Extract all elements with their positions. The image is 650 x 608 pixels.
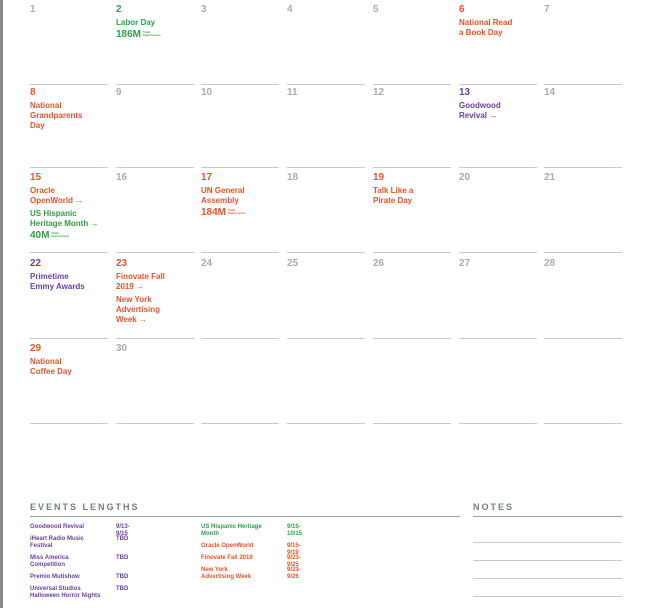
event-name: National Grandparents Day	[30, 101, 83, 130]
calendar-day-cell[interactable]	[459, 0, 537, 85]
calendar-day-cell[interactable]	[459, 339, 537, 424]
event-length-name: US Hispanic Heritage Month	[201, 524, 262, 537]
impressions-label: Total Impressions	[143, 30, 161, 37]
calendar-day-cell[interactable]	[459, 168, 537, 253]
calendar-day-cell[interactable]	[373, 0, 451, 85]
events-lengths-left-column	[30, 524, 130, 605]
day-number: 10	[201, 87, 213, 98]
calendar-day-cell[interactable]	[459, 254, 537, 339]
event-name: Primetime Emmy Awards	[30, 272, 85, 291]
day-number: 17	[201, 172, 213, 183]
event-name: US Hispanic Heritage Month →	[30, 209, 99, 228]
calendar-event[interactable]	[30, 272, 108, 292]
events-lengths-section	[30, 502, 460, 599]
impressions-label: Total Impressions	[51, 231, 70, 238]
event-length-name: Goodwood Revival	[30, 524, 85, 530]
calendar-day-cell[interactable]	[30, 0, 108, 85]
event-length-dates: 9/13-9/15	[116, 524, 130, 537]
day-number: 7	[544, 4, 550, 15]
event-length-row	[201, 567, 301, 581]
day-number: 21	[544, 172, 556, 183]
event-name: National Read a Book Day	[459, 18, 513, 37]
day-number: 2	[116, 4, 122, 15]
calendar-event[interactable]	[201, 186, 279, 218]
calendar-event[interactable]	[30, 357, 108, 377]
event-length-row	[201, 543, 301, 556]
impressions-label: Total Impressions	[228, 208, 246, 215]
event-name: National Coffee Day	[30, 357, 72, 376]
calendar-day-cell[interactable]	[287, 0, 365, 85]
day-number: 30	[116, 343, 128, 354]
calendar-event[interactable]	[30, 209, 108, 241]
event-length-dates: TBD	[116, 555, 129, 561]
notes-section	[473, 502, 622, 517]
impressions-stat	[30, 230, 108, 241]
calendar-week-row	[30, 168, 622, 253]
event-name: UN General Assembly	[201, 186, 245, 205]
calendar-day-cell[interactable]	[201, 83, 279, 168]
calendar-day-cell[interactable]	[287, 339, 365, 424]
day-number: 26	[373, 258, 385, 269]
day-number: 6	[459, 4, 465, 15]
day-number: 8	[30, 87, 36, 98]
note-line[interactable]	[473, 560, 622, 561]
calendar-day-cell[interactable]	[287, 168, 365, 253]
event-length-dates: TBD	[116, 586, 129, 592]
event-length-name: Finovate Fall 2019	[201, 555, 253, 561]
calendar-day-cell[interactable]	[116, 83, 194, 168]
event-length-row	[30, 555, 129, 569]
day-number: 24	[201, 258, 213, 269]
calendar-event[interactable]	[30, 101, 108, 131]
event-length-name: iHeart Radio Music Festival	[30, 536, 85, 549]
event-length-dates: 9/15-9/19	[287, 543, 301, 556]
day-number: 19	[373, 172, 385, 183]
calendar-day-cell[interactable]	[373, 339, 451, 424]
event-name: Labor Day	[116, 18, 156, 27]
impressions-value: 40M	[30, 230, 50, 241]
page-edge	[0, 0, 3, 608]
note-line[interactable]	[473, 578, 622, 579]
event-name: Oracle OpenWorld →	[30, 186, 84, 205]
calendar-event[interactable]	[116, 18, 194, 40]
note-line[interactable]	[473, 596, 622, 597]
calendar-week-row	[30, 254, 622, 339]
day-number: 29	[30, 343, 42, 354]
notes-heading: NOTES	[473, 502, 622, 517]
event-length-row	[30, 586, 129, 600]
calendar-day-cell[interactable]	[544, 83, 622, 168]
calendar-day-cell[interactable]	[459, 83, 537, 168]
calendar-event[interactable]	[30, 186, 108, 206]
calendar-day-cell[interactable]	[116, 339, 194, 424]
day-number: 11	[287, 87, 298, 98]
calendar-day-cell[interactable]	[287, 254, 365, 339]
calendar-day-cell[interactable]	[287, 83, 365, 168]
calendar-day-cell[interactable]	[30, 168, 108, 253]
calendar-day-cell[interactable]	[116, 254, 194, 339]
calendar-day-cell[interactable]	[201, 0, 279, 85]
calendar-day-cell[interactable]	[30, 83, 108, 168]
day-number: 13	[459, 87, 471, 98]
event-length-name: Premio Mutishow	[30, 574, 80, 580]
calendar-event[interactable]	[116, 295, 194, 325]
event-length-dates: 9/23-9/25	[287, 555, 301, 568]
calendar-day-cell[interactable]	[201, 339, 279, 424]
day-number: 23	[116, 258, 128, 269]
calendar-day-cell[interactable]	[544, 254, 622, 339]
day-number: 9	[116, 87, 122, 98]
impressions-stat	[116, 29, 194, 40]
calendar-week-row	[30, 83, 622, 168]
event-length-row	[30, 574, 129, 581]
day-number: 22	[30, 258, 42, 269]
day-number: 4	[287, 4, 293, 15]
calendar-event[interactable]	[373, 186, 451, 206]
event-length-row	[30, 524, 130, 537]
calendar-day-cell[interactable]	[201, 168, 279, 253]
event-length-name: Oracle OpenWorld	[201, 543, 254, 549]
calendar-day-cell[interactable]	[373, 168, 451, 253]
day-number: 20	[459, 172, 471, 183]
day-number: 27	[459, 258, 471, 269]
day-number: 14	[544, 87, 556, 98]
event-length-row	[201, 524, 303, 538]
event-length-dates: TBD	[116, 574, 129, 580]
event-length-name: Universal Studios Halloween Horror Nights	[30, 586, 101, 599]
impressions-stat	[201, 207, 279, 218]
day-number: 18	[287, 172, 299, 183]
event-length-row	[201, 555, 301, 568]
calendar-day-cell[interactable]	[201, 254, 279, 339]
calendar-day-cell[interactable]	[373, 83, 451, 168]
calendar-week-row	[30, 339, 622, 424]
event-length-dates: TBD	[116, 536, 129, 542]
event-name: Goodwood Revival →	[459, 101, 501, 120]
calendar-day-cell[interactable]	[116, 0, 194, 85]
calendar-event[interactable]	[459, 18, 537, 38]
day-number: 28	[544, 258, 556, 269]
event-length-row	[30, 536, 129, 550]
calendar-day-cell[interactable]	[544, 339, 622, 424]
day-number: 1	[30, 4, 36, 15]
calendar-day-cell[interactable]	[116, 168, 194, 253]
event-length-dates: 9/23-9/26	[287, 567, 301, 580]
day-number: 16	[116, 172, 128, 183]
event-length-name: Miss America Competition	[30, 555, 69, 568]
calendar-event[interactable]	[459, 101, 537, 121]
day-number: 25	[287, 258, 299, 269]
calendar-day-cell[interactable]	[30, 339, 108, 424]
day-number: 15	[30, 172, 42, 183]
calendar-day-cell[interactable]	[544, 168, 622, 253]
day-number: 5	[373, 4, 379, 15]
calendar-day-cell[interactable]	[373, 254, 451, 339]
event-length-name: New York Advertising Week	[201, 567, 252, 580]
events-lengths-heading: EVENTS LENGTHS	[30, 502, 460, 517]
calendar-week-row	[30, 0, 622, 85]
impressions-value: 184M	[201, 207, 227, 218]
calendar-event[interactable]	[116, 272, 194, 292]
event-name: New York Advertising Week →	[116, 295, 161, 324]
event-name: Talk Like a Pirate Day	[373, 186, 414, 205]
event-length-dates: 9/15-10/15	[287, 524, 303, 537]
day-number: 12	[373, 87, 385, 98]
event-name: Finovate Fall 2019 →	[116, 272, 165, 291]
calendar-day-cell[interactable]	[30, 254, 108, 339]
impressions-value: 186M	[116, 29, 142, 40]
note-line[interactable]	[473, 542, 622, 543]
day-number: 3	[201, 4, 207, 15]
events-lengths-right-column	[201, 524, 303, 586]
calendar-day-cell[interactable]	[544, 0, 622, 85]
